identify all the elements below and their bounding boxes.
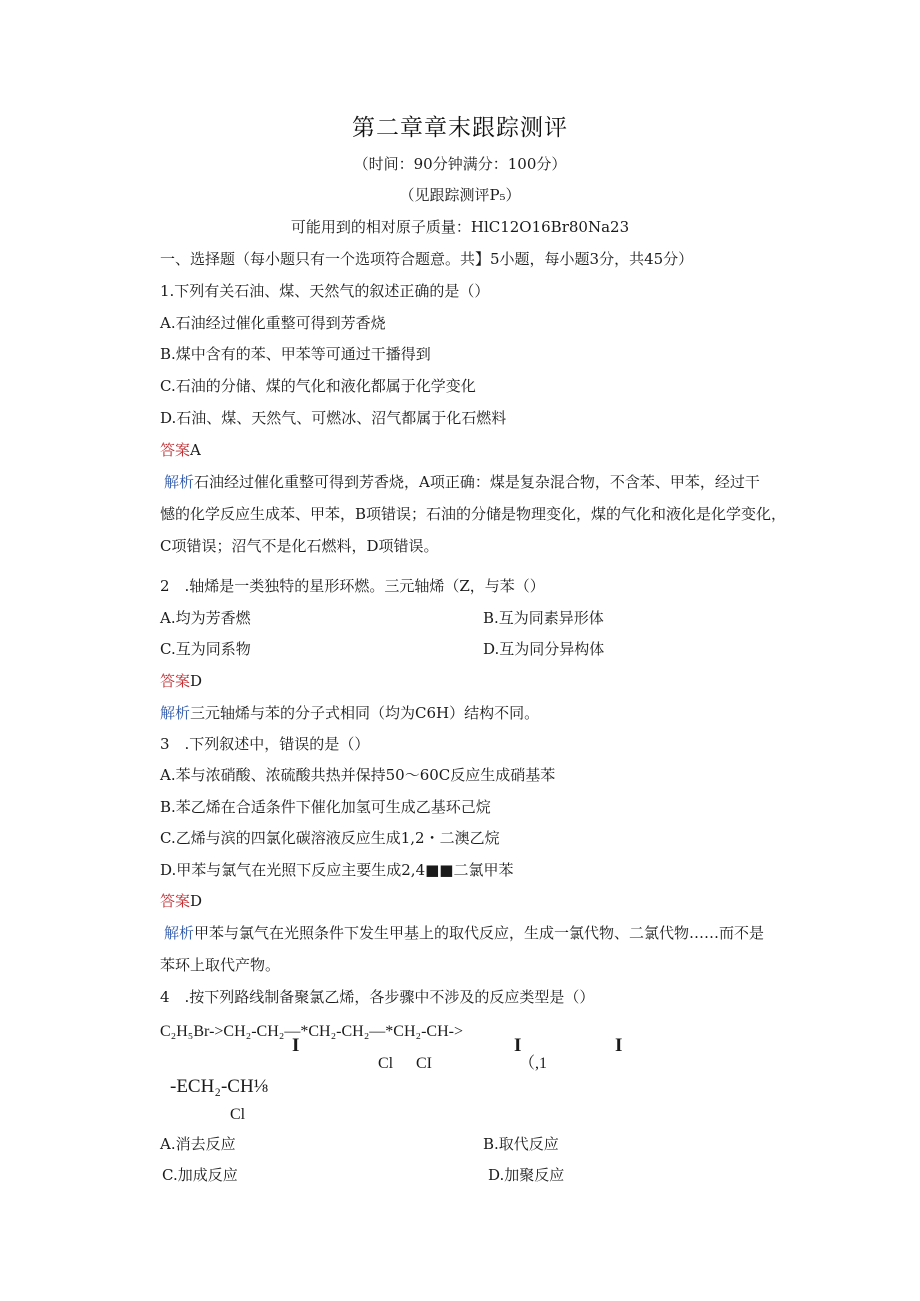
q2-option-b: B.互为同素异形体 [483,609,604,627]
q4-bond-bar-3: I [615,1035,623,1056]
q4-polymer-cl: Cl [230,1106,246,1123]
q3-analysis-line-2: 苯环上取代产物。 [160,956,281,974]
q2-option-a: A.均为芳香燃 [160,609,251,627]
q1-analysis-text-1: 石油经过催化重整可得到芳香烧，A项正确：煤是复杂混合物，不含苯、甲苯，经过干 [194,473,760,491]
q4-reaction-route: C₂H₅Br->CH₂-CH₂—*CH₂-CH₂—*CH₂-CH-> [160,1023,463,1040]
q2-stem: 2 .轴烯是一类独特的星形环燃。三元轴烯（Z，与苯（） [160,577,545,595]
q4-bond-bar-1: I [292,1035,300,1056]
q3-analysis-line-1 [164,923,764,943]
time-limit-line: （时间：90分钟满分：100分） [353,155,567,173]
q4-substituent-misc: （,1 [519,1055,548,1072]
q1-analysis-line-3: C项错误；沼气不是化石燃料，D项错误。 [160,537,439,555]
q3-analysis-text-1: 甲苯与氯气在光照条件下发生甲基上的取代反应，生成一氯代物、二氯代物……而不是 [194,924,765,942]
q4-substituent-cl-1: Cl [378,1055,394,1072]
q2-option-d: D.互为同分异构体 [483,640,605,658]
page-title: 第二章章末跟踪测评 [352,115,568,141]
q2-option-c: C.互为同系物 [160,640,251,658]
q1-answer [160,440,201,460]
q3-option-b: B.苯乙烯在合适条件下催化加氢可生成乙基环己烷 [160,798,491,816]
q3-option-d: D.甲苯与氯气在光照下反应主要生成2,4■■二氯甲苯 [160,861,514,879]
q4-substituent-cl-2: CI [416,1055,432,1072]
atomic-masses-line: 可能用到的相对原子质量：HlC12O16Br80Na23 [290,218,630,236]
q4-stem: 4 .按下列路线制备聚氯乙烯，各步骤中不涉及的反应类型是（） [160,988,595,1006]
section-heading: 一、选择题（每小题只有一个选项符合题意。共】5小题，每小题3分，共45分） [160,250,694,268]
q4-polymer-formula: -ECH₂-CH⅛ [170,1076,268,1097]
answer-label: 答案 [160,441,191,459]
q1-option-a: A.石油经过催化重整可得到芳香烧 [160,314,386,332]
q1-option-d: D.石油、煤、天然气、可燃冰、沼气都属于化石燃料 [160,409,507,427]
q2-answer-value: D [190,672,203,690]
q2-analysis-text: 三元轴烯与苯的分子式相同（均为C6H）结构不同。 [190,704,540,722]
q1-analysis-line-1 [164,472,760,492]
analysis-label: 解析 [164,473,195,491]
q4-option-c: C.加成反应 [162,1166,238,1184]
q4-option-d: D.加聚反应 [488,1166,565,1184]
q1-stem: 1.下列有关石油、煤、天然气的叙述正确的是（） [160,282,490,300]
q4-bond-bar-2: I [514,1035,522,1056]
q3-option-c: C.乙烯与滨的四氯化碳溶液反应生成1,2・二澳乙烷 [160,829,500,847]
answer-label: 答案 [160,892,191,910]
analysis-label: 解析 [164,924,195,942]
q1-option-b: B.煤中含有的苯、甲苯等可通过干播得到 [160,345,431,363]
reference-line: （见跟踪测评P₅） [399,186,521,204]
q4-option-b: B.取代反应 [483,1135,559,1153]
q2-analysis [160,703,539,723]
q1-answer-value: A [190,441,201,459]
q2-answer [160,671,202,691]
analysis-label: 解析 [160,704,191,722]
q3-answer-value: D [190,892,203,910]
q1-option-c: C.石油的分储、煤的气化和液化都属于化学变化 [160,377,476,395]
q3-option-a: A.苯与浓硝酸、浓硫酸共热并保持50～60C反应生成硝基苯 [160,766,556,784]
q4-option-a: A.消去反应 [160,1135,236,1153]
q3-stem: 3 .下列叙述中，错误的是（） [160,735,370,753]
q1-analysis-line-2: 憾的化学反应生成苯、甲苯，B项错误；石油的分储是物理变化，煤的气化和液化是化学变化， [160,505,787,523]
q3-answer [160,891,202,911]
answer-label: 答案 [160,672,191,690]
